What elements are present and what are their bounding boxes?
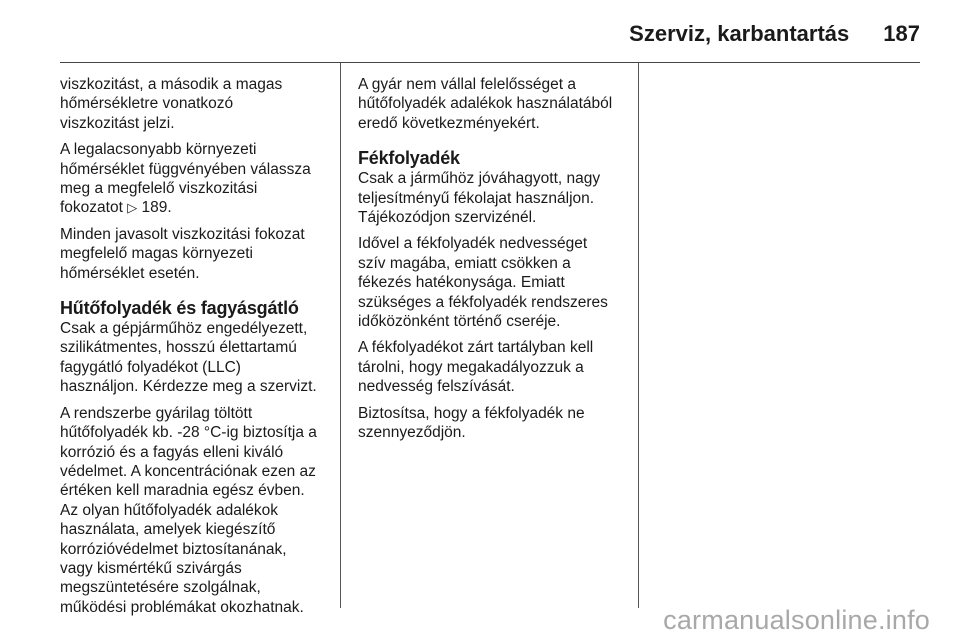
paragraph: A rendszerbe gyárilag töltött hűtőfolyadék kb. -28 °C-ig biztosítja a korrózió és a fagyás elleni kiváló védelmet. A koncentrációnak ezen az értéken kell maradnia egész évben. Az olyan hűtőfolyadék adalékok használata, amelyek kiegészítő korrózióvédelmet biztosítanának, vagy kismértékű szivárgás megszüntetésére szolgálnak, működési problémákat okozhatnak. <box>60 404 317 616</box>
paragraph-text: A legalacsonyabb környezeti hőmérséklet függvényében válassza meg a megfelelő viszkozitási fokozatot <box>60 141 311 217</box>
section-title: Szerviz, karbantartás <box>629 21 850 46</box>
column-divider-left <box>340 63 341 608</box>
paragraph: Csak a járműhöz jóváhagyott, nagy teljesítményű fékolajat használjon. Tájékozódjon szervizénél. <box>358 170 601 227</box>
column-divider-right <box>638 63 639 608</box>
paragraph: A fékfolyadékot zárt tartályban kell tárolni, hogy megakadályozzuk a nedvesség felszívását. <box>358 339 594 396</box>
header-divider <box>60 62 920 63</box>
paragraph: Biztosítsa, hogy a fékfolyadék ne szennyeződjön. <box>358 404 585 442</box>
paragraph: A gyár nem vállal felelősséget a hűtőfolyadék adalékok használatából eredő következményekért. <box>358 76 613 132</box>
paragraph: viszkozitást, a második a magas hőmérsékletre vonatkozó viszkozitást jelzi. <box>60 76 283 132</box>
section-heading-coolant: Hűtőfolyadék és fagyásgátló <box>60 298 299 319</box>
triangle-arrow-icon: ▷ <box>127 200 138 216</box>
paragraph: Minden javasolt viszkozitási fokozat megfelelő magas környezeti hőmérséklet esetén. <box>60 225 305 282</box>
page-number: 187 <box>883 21 920 46</box>
page-reference-link[interactable]: 189. <box>137 199 172 217</box>
page-header <box>629 14 920 54</box>
watermark: carmanualsonline.info <box>663 605 930 635</box>
middle-column <box>358 75 630 450</box>
paragraph: Idővel a fékfolyadék nedvességet szív magába, emiatt csökken a fékezés hatékonysága. Emiatt szükséges a fékfolyadék rendszeres időközönként történő cseréje. <box>358 235 608 331</box>
paragraph <box>60 140 332 218</box>
left-column <box>60 75 332 624</box>
paragraph: Csak a gépjárműhöz engedélyezett, szilikátmentes, hosszú élettartamú fagygátló folyadékot (LLC) használjon. Kérdezze meg a szervizt. <box>60 320 317 396</box>
section-heading-brake-fluid: Fékfolyadék <box>358 148 460 169</box>
